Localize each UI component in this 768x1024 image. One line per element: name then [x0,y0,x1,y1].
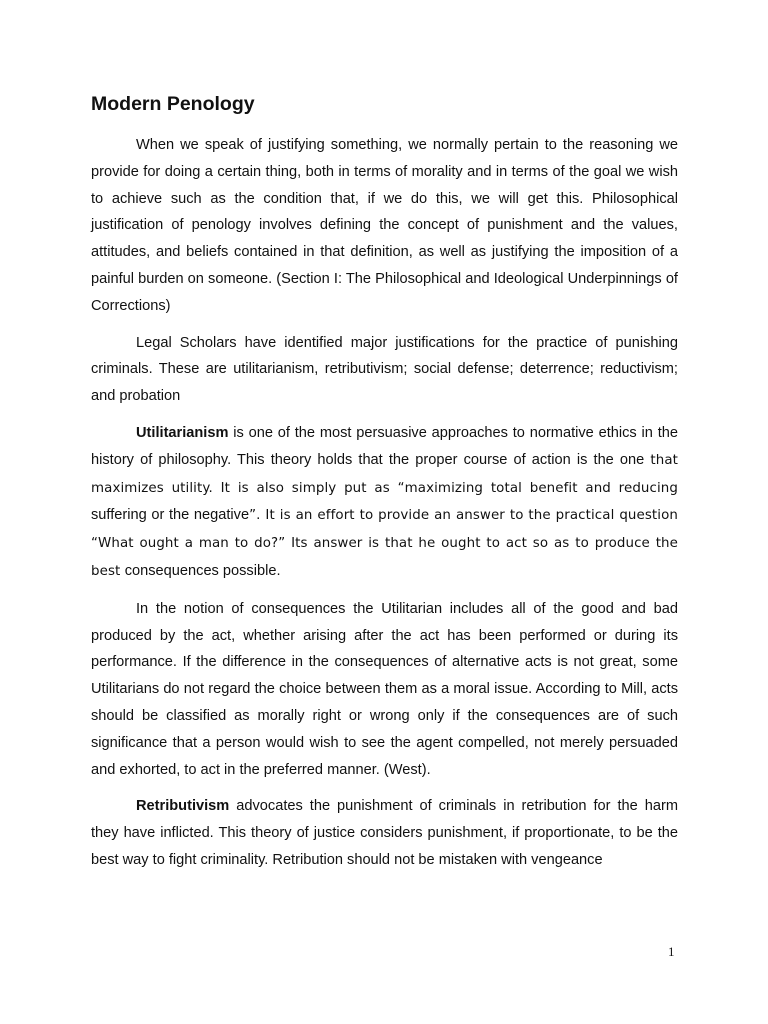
paragraph-legal-scholars: Legal Scholars have identified major justifications for the practice of punishing criminals. These are utilitarianism, retributivism; social defense; deterrence; reductivism; and probation [91,334,678,405]
paragraph-utilitarianism [91,420,678,586]
retributivism-text: advocates the punishment of criminals in retribution for the harm they have inflicted. This theory of justice considers punishment, if proportionate, to be the best way to fight criminality. Retribution should not be mistaken with vengeance [91,798,678,868]
page-number: 1 [668,944,675,959]
paragraph-retributivism [91,793,678,873]
utilitarianism-text-d: ”. It is an effort to provide an answer to the practical question “What ought a man to do?” Its answer is that he ought to act so as to produce the best [91,508,678,579]
paragraph-justification: When we speak of justifying something, we normally pertain to the reasoning we provide for doing a certain thing, both in terms of morality and in terms of the goal we wish to achieve such as the condition that, if we do this, we will get this. Philosophical justification of penology involves defining the concept of punishment and the values, attitudes, and beliefs contained in that definition, as well as justifying the imposition of a painful burden on someone. (Section I: The Philosophical and Ideological Underpinnings of Corrections) [91,137,678,314]
document-page [91,92,678,884]
utilitarianism-text-c: suffering or the negative [91,507,250,524]
utilitarianism-text-b: that maximizes utility. It is also simply put as “maximizing total benefit and reducing [91,452,678,496]
document-title: Modern Penology [91,93,255,115]
utilitarianism-text-a: is one of the most persuasive approaches to normative ethics in the history of philosophy. This theory holds that the proper course of action is the one [91,424,678,468]
utilitarianism-text-e: consequences possible. [124,562,281,579]
term-utilitarianism: Utilitarianism [136,424,229,441]
paragraph-consequences: In the notion of consequences the Utilitarian includes all of the good and bad produced by the act, whether arising after the act has been performed or during its performance. If the difference in the consequences of alternative acts is not great, some Utilitarians do not regard the choice between them as a moral issue. According to Mill, acts should be classified as morally right or wrong only if the consequences are of such significance that a person would wish to see the agent compelled, not merely persuaded and exhorted, to act in the preferred manner. (West). [91,600,678,778]
term-retributivism: Retributivism [136,798,230,815]
